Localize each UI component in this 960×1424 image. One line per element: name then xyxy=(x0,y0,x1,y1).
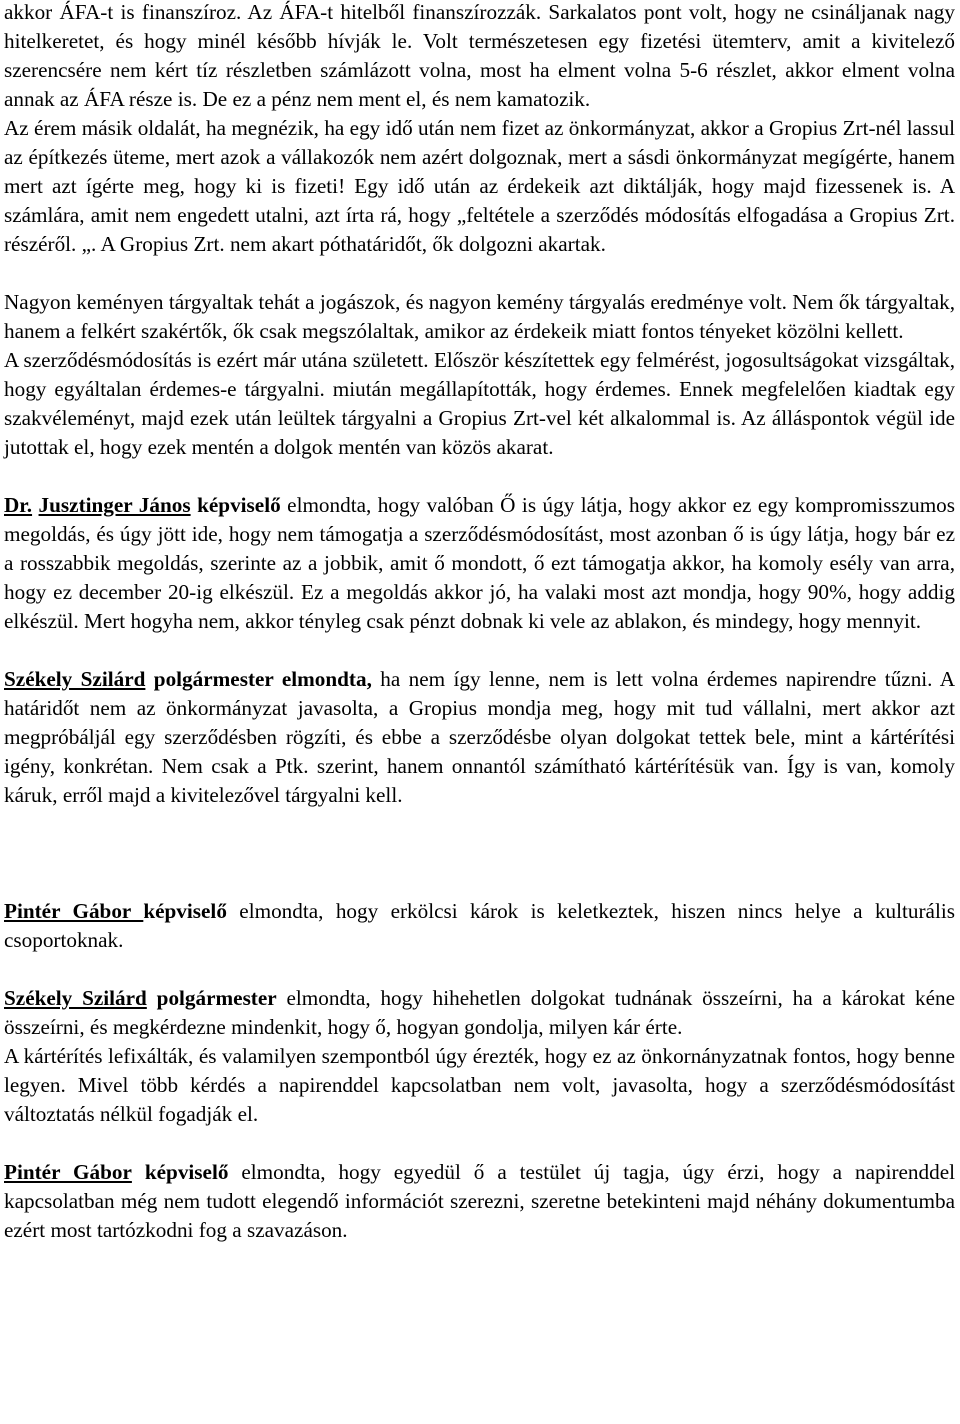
speaker-role: polgármester elmondta, xyxy=(153,667,372,691)
paragraph-text: A szerződésmódosítás is ezért már utána született. Először készítettek egy felmérést, jogosultságokat vizsgáltak, hogy egyáltalan érdemes-e tárgyalni. miután megállapították, hogy érdemes. Ennek megfelelően kiadtak egy szakvéleményt, majd ezek után leültek tárgyalni a Gropius Zrt-vel két alkalommal is. Az álláspontok végül ide jutottak el, hogy ezek mentén a dolgok mentén van közös akarat. xyxy=(4,348,955,459)
paragraph-gap xyxy=(4,259,955,288)
paragraph-text: A kártérítés lefixálták, és valamilyen szempontból úgy érezték, hogy ez az önkornányzatnak fontos, hogy benne legyen. Mivel több kérdés a napirenddel kapcsolatban nem volt, javasolta, hogy a szerződésmódosítást változtatás nélkül fogadják el. xyxy=(4,1044,955,1126)
paragraph-contract-amendment xyxy=(4,346,955,462)
paragraph-damages xyxy=(4,1042,955,1129)
speaker-role: képviselő xyxy=(144,1160,229,1184)
paragraph-coin-other-side xyxy=(4,114,955,259)
speaker-role: képviselő xyxy=(197,493,281,517)
paragraph-pinter-1 xyxy=(4,897,955,955)
paragraph-text: elmondta, hogy erkölcsi károk is keletkeztek, hiszen nincs helye a kulturális csoportoknak. xyxy=(4,899,955,952)
paragraph-szekely-2 xyxy=(4,984,955,1042)
paragraph-jusztinger xyxy=(4,491,955,636)
paragraph-szekely-1 xyxy=(4,665,955,810)
paragraph-gap-large xyxy=(4,810,955,897)
speaker-name: Pintér Gábor xyxy=(4,899,144,923)
paragraph-pinter-2 xyxy=(4,1158,955,1245)
paragraph-gap xyxy=(4,955,955,984)
speaker-name: Jusztinger János xyxy=(38,493,191,517)
document-page xyxy=(4,0,955,1245)
paragraph-gap xyxy=(4,636,955,665)
paragraph-text: Az érem másik oldalát, ha megnézik, ha egy idő után nem fizet az önkormányzat, akkor a Gropius Zrt-nél lassul az építkezés üteme, mert azok a vállakozók nem azért dolgoznak, mert a sásdi önkormányzat megígérte, hanem mert azt ígérte meg, hogy ki is fizeti! Egy idő után az érdekeik azt diktálják, hogy majd fizessenek is. A számlára, amit nem engedett utalni, azt írta rá, hogy „feltétele a szerződés módosítás elfogadása a Gropius Zrt. részéről. „. A Gropius Zrt. nem akart póthatáridőt, ők dolgozni akartak. xyxy=(4,116,955,256)
speaker-title: Dr. xyxy=(4,493,33,517)
paragraph-negotiation xyxy=(4,288,955,346)
speaker-role: polgármester xyxy=(156,986,277,1010)
paragraph-gap xyxy=(4,462,955,491)
paragraph-financing xyxy=(4,0,955,114)
paragraph-text: akkor ÁFA-t is finanszíroz. Az ÁFA-t hitelből finanszírozzák. Sarkalatos pont volt, hogy ne csináljanak nagy hitelkeretet, és hogy minél később hívják le. Volt természetesen egy fizetési ütemterv, amit a kivitelező szerencsére nem kért tíz részletben számlázott volna, most ha elment volna 5-6 részlet, akkor elment volna annak az ÁFA része is. De ez a pénz nem ment el, és nem kamatozik. xyxy=(4,0,955,111)
paragraph-text: elmondta, hogy hihehetlen dolgokat tudnának összeírni, ha a károkat kéne összeírni, és megkérdezne mindenkit, hogy ő, hogyan gondolja, milyen kár érte. xyxy=(4,986,955,1039)
speaker-name: Székely Szilárd xyxy=(4,986,147,1010)
speaker-name: Pintér Gábor xyxy=(4,1160,132,1184)
speaker-name: Székely Szilárd xyxy=(4,667,146,691)
paragraph-text: ha nem így lenne, nem is lett volna érdemes napirendre tűzni. A határidőt nem az önkormányzat javasolta, a Gropius mondja meg, hogy mit tud vállalni, mert akkor azt megpróbáljál egy szerződésben rögzíti, és ebbe a szerződésbe olyan dolgokat tettek bele, mint a kártérítési igény, konkrétan. Nem csak a Ptk. szerint, hanem onnantól számítható kártérítésük van. Így is van, komoly káruk, erről majd a kivitelezővel tárgyalni kell. xyxy=(4,667,955,807)
paragraph-text: elmondta, hogy valóban Ő is úgy látja, hogy akkor ez egy kompromisszumos megoldás, és úgy jött ide, hogy nem támogatja a szerződésmódosítást, most azonban ő is úgy látja, hogy bár ez a rosszabbik megoldás, szerinte az a jobbik, amit ő mondott, ő ezt támogatja akkor, ha komoly esély van arra, hogy ez december 20-ig elkészül. Ez a megoldás akkor jó, ha valaki most azt mondja, hogy 90%, hogy addig elkészül. Mert hogyha nem, akkor tényleg csak pénzt dobnak ki vele az ablakon, és mindegy, hogy mennyit. xyxy=(4,493,956,633)
paragraph-gap xyxy=(4,1129,955,1158)
paragraph-text: Nagyon keményen tárgyaltak tehát a jogászok, és nagyon kemény tárgyalás eredménye volt. Nem ők tárgyaltak, hanem a felkért szakértők, ők csak megszólaltak, amikor az érdekeik miatt fontos tényeket közölni kellett. xyxy=(4,290,955,343)
paragraph-text: elmondta, hogy egyedül ő a testület új tagja, úgy érzi, hogy a napirenddel kapcsolatban még nem tudott elegendő információt szerezni, szeretne betekinteni majd néhány dokumentumba ezért most tartózkodni fog a szavazáson. xyxy=(4,1160,955,1242)
speaker-role: képviselő xyxy=(143,899,227,923)
